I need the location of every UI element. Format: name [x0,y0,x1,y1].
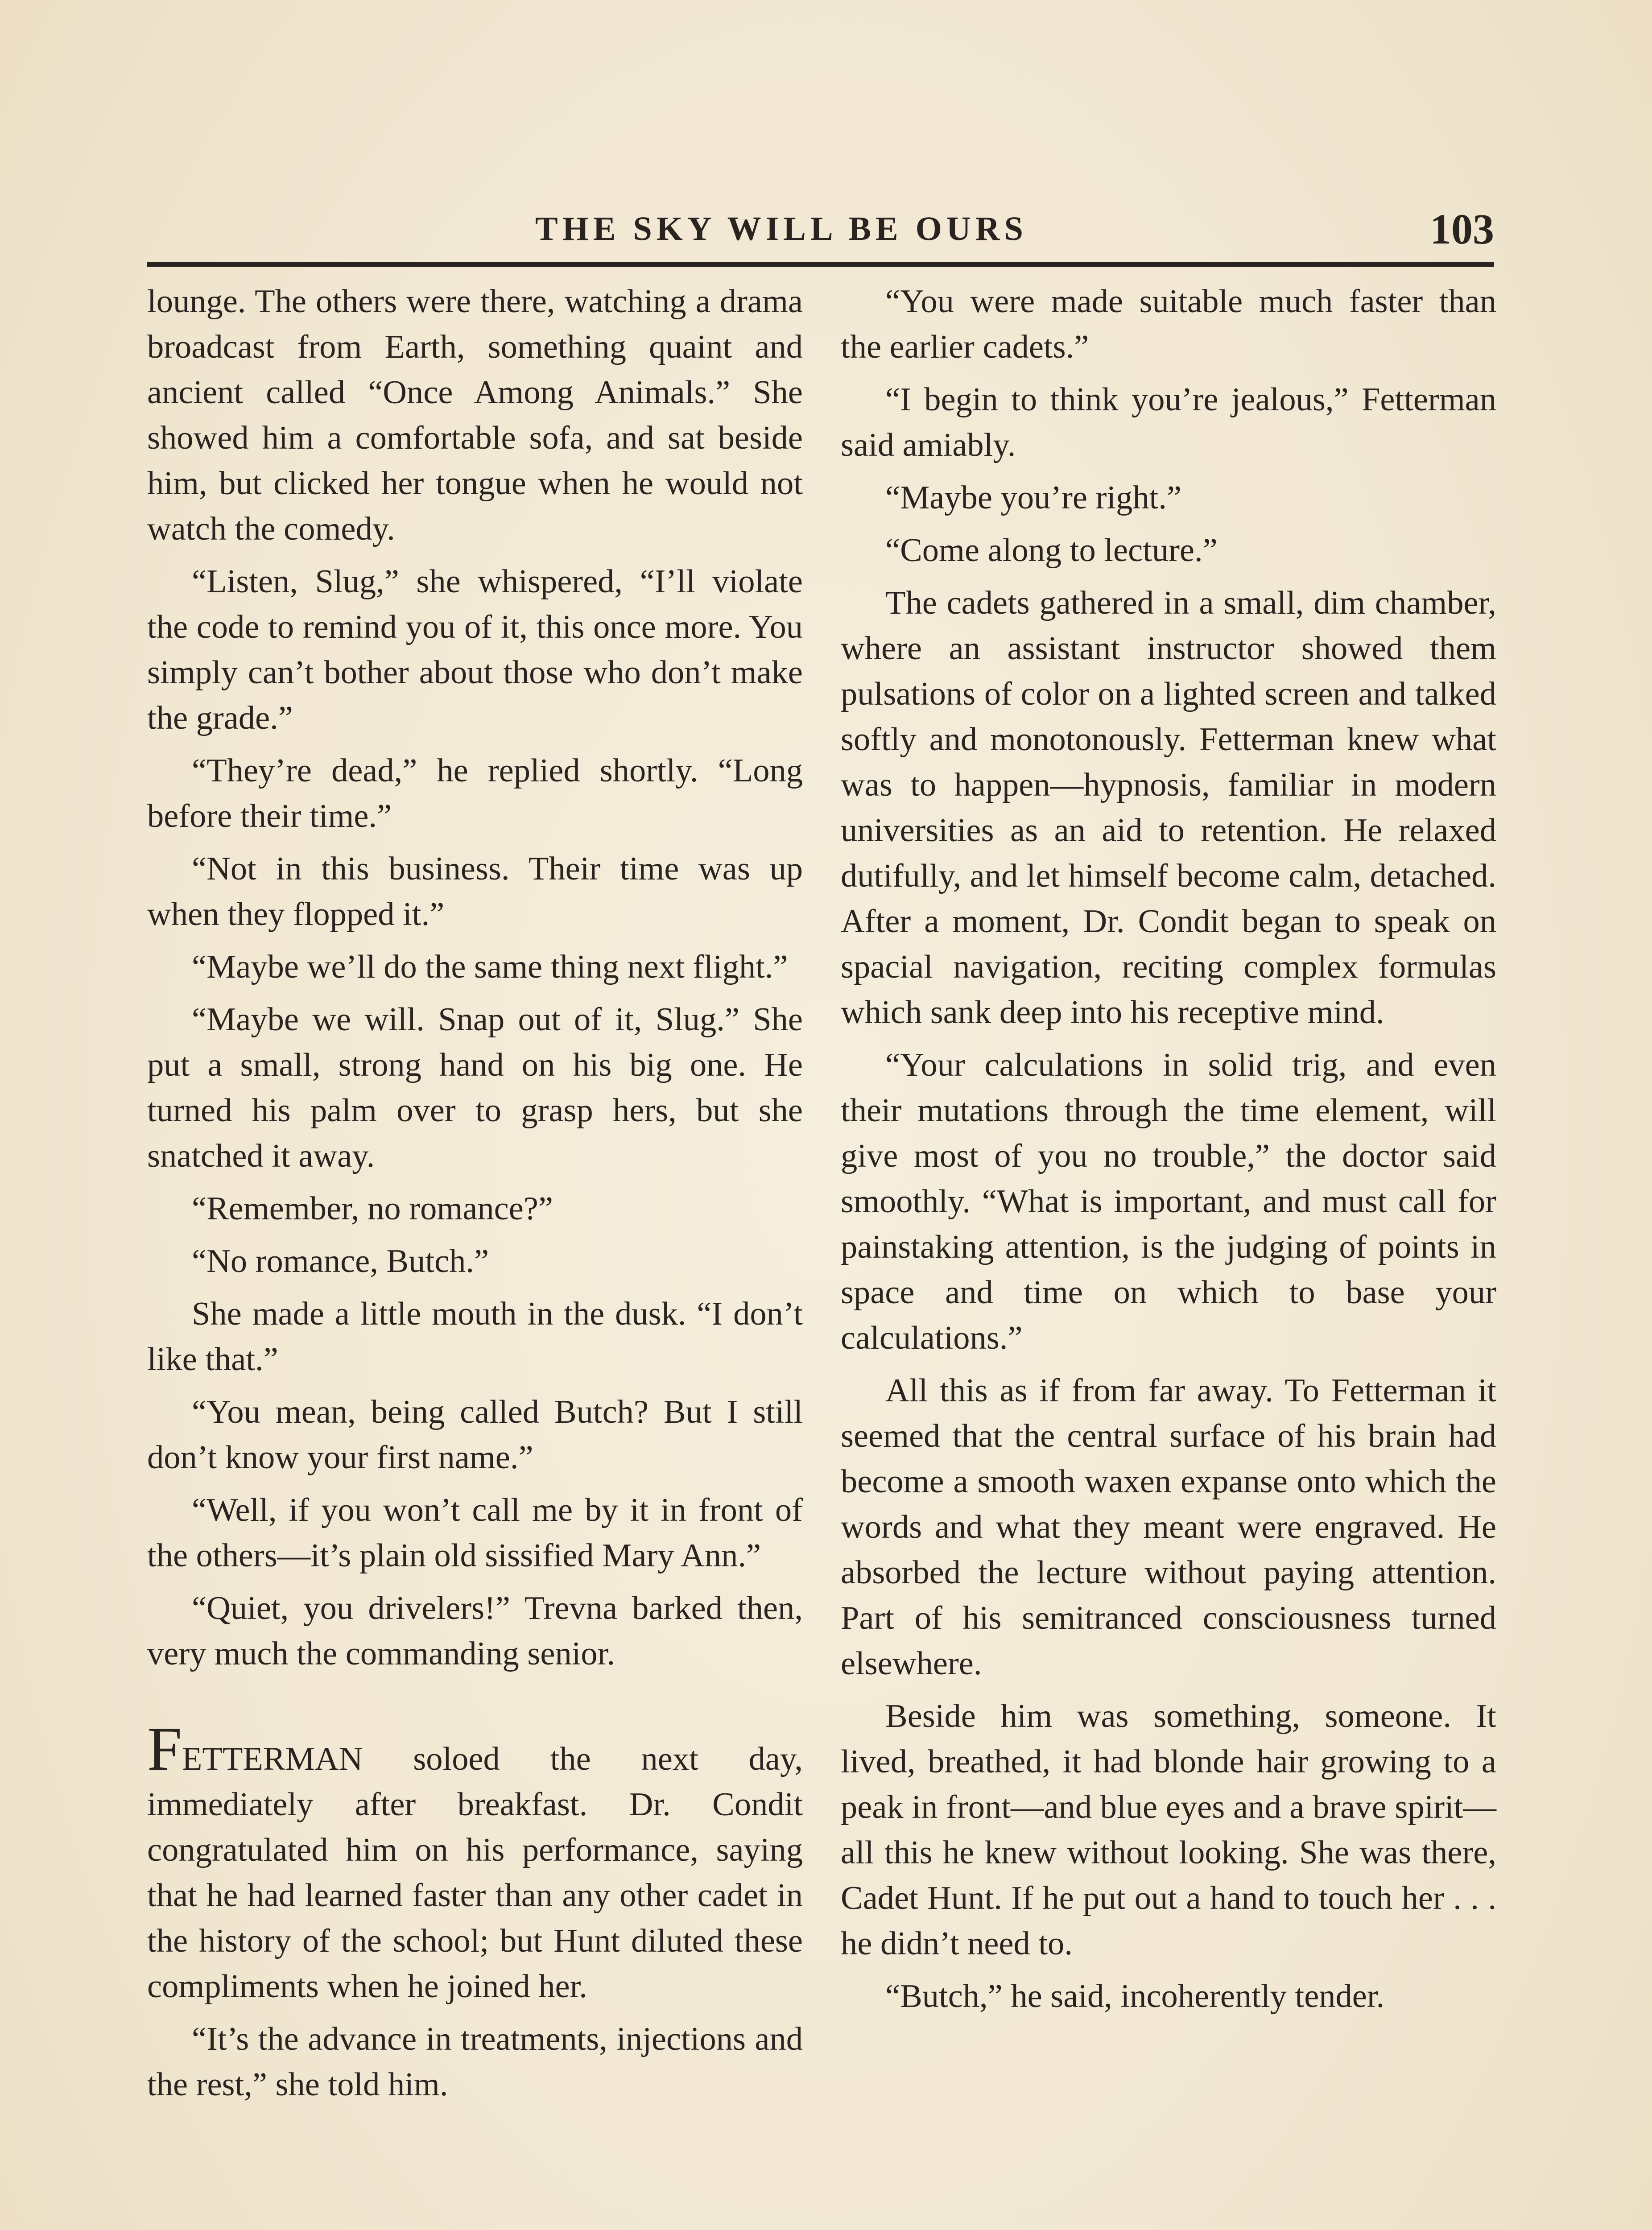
paragraph: “Remember, no romance?” [192,1190,553,1227]
paragraph: “Maybe we’ll do the same thing next flight.” [192,949,788,985]
paragraph: “Come along to lecture.” [885,532,1218,569]
paragraph: She made a little mouth in the dusk. “I don’t like that.” [147,1296,803,1378]
paragraph: “Butch,” he said, incoherently tender. [885,1978,1385,2015]
paragraph: “Quiet, you drivelers!” Trevna barked then, very much the commanding senior. [147,1590,803,1672]
page-header [147,205,1494,263]
section-opening-paragraph: FETTERMAN soloed the next day, immediately after breakfast. Dr. Condit congratulated him on his performance, saying that he had learned faster than any other cadet in the history of the school; but Hunt diluted these compliments when he joined her. [147,1714,803,2005]
paragraph: “I begin to think you’re jealous,” Fetterman said amiably. [841,381,1496,463]
paragraph: lounge. The others were there, watching a drama broadcast from Earth, something quaint and ancient called “Once Among Animals.” She showed him a comfortable sofa, and sat beside him, but clicked her tongue when he would not watch the comedy. [147,283,803,547]
paragraph: “You were made suitable much faster than the earlier cadets.” [841,283,1496,365]
running-title: THE SKY WILL BE OURS [535,210,1028,248]
paragraph: “Maybe you’re right.” [885,479,1182,516]
left-column [147,279,803,2114]
paragraph: “Your calculations in solid trig, and even their mutations through the time element, will give most of you no trouble,” the doctor said smoothly. “What is important, and must call for painstaking attention, is the judging of points in space and time on which to base your calculations.” [841,1047,1496,1356]
paragraph: “No romance, Butch.” [192,1243,489,1280]
paragraph: “You mean, being called Butch? But I still don’t know your first name.” [147,1394,803,1476]
paragraph: “It’s the advance in treatments, injections and the rest,” she told him. [147,2021,803,2103]
paragraph: The cadets gathered in a small, dim chamber, where an assistant instructor showed them pulsations of color on a lighted screen and talked softly and monotonously. Fetterman knew what was to happen—hypnosis, familiar in modern universities as an aid to retention. He relaxed dutifully, and let himself become calm, detached. After a moment, Dr. Condit began to speak on spacial navigation, reciting complex formulas which sank deep into his receptive mind. [841,585,1496,1031]
paragraph: “Not in this business. Their time was up when they flopped it.” [147,851,803,933]
right-column [841,279,1496,2026]
paragraph: “They’re dead,” he replied shortly. “Long before their time.” [147,752,803,834]
header-rule [147,262,1494,267]
page-number: 103 [1430,205,1494,253]
paragraph: “Maybe we will. Snap out of it, Slug.” She put a small, strong hand on his big one. He turned his palm over to grasp hers, but she snatched it away. [147,1001,803,1174]
paragraph: “Listen, Slug,” she whispered, “I’ll violate the code to remind you of it, this once more. You simply can’t bother about those who don’t make the grade.” [147,563,803,736]
section-break [147,1684,803,1729]
paragraph: Beside him was something, someone. It lived, breathed, it had blonde hair growing to a peak in front—and blue eyes and a brave spirit—all this he knew without looking. She was there, Cadet Hunt. If he put out a hand to touch her . . . he didn’t need to. [841,1698,1496,1962]
paragraph: All this as if from far away. To Fetterman it seemed that the central surface of his brain had become a smooth waxen expanse onto which the words and what they meant were engraved. He absorbed the lecture without paying attention. Part of his semitranced consciousness turned elsewhere. [841,1372,1496,1682]
paragraph: “Well, if you won’t call me by it in front of the others—it’s plain old sissified Mary Ann.” [147,1492,803,1574]
